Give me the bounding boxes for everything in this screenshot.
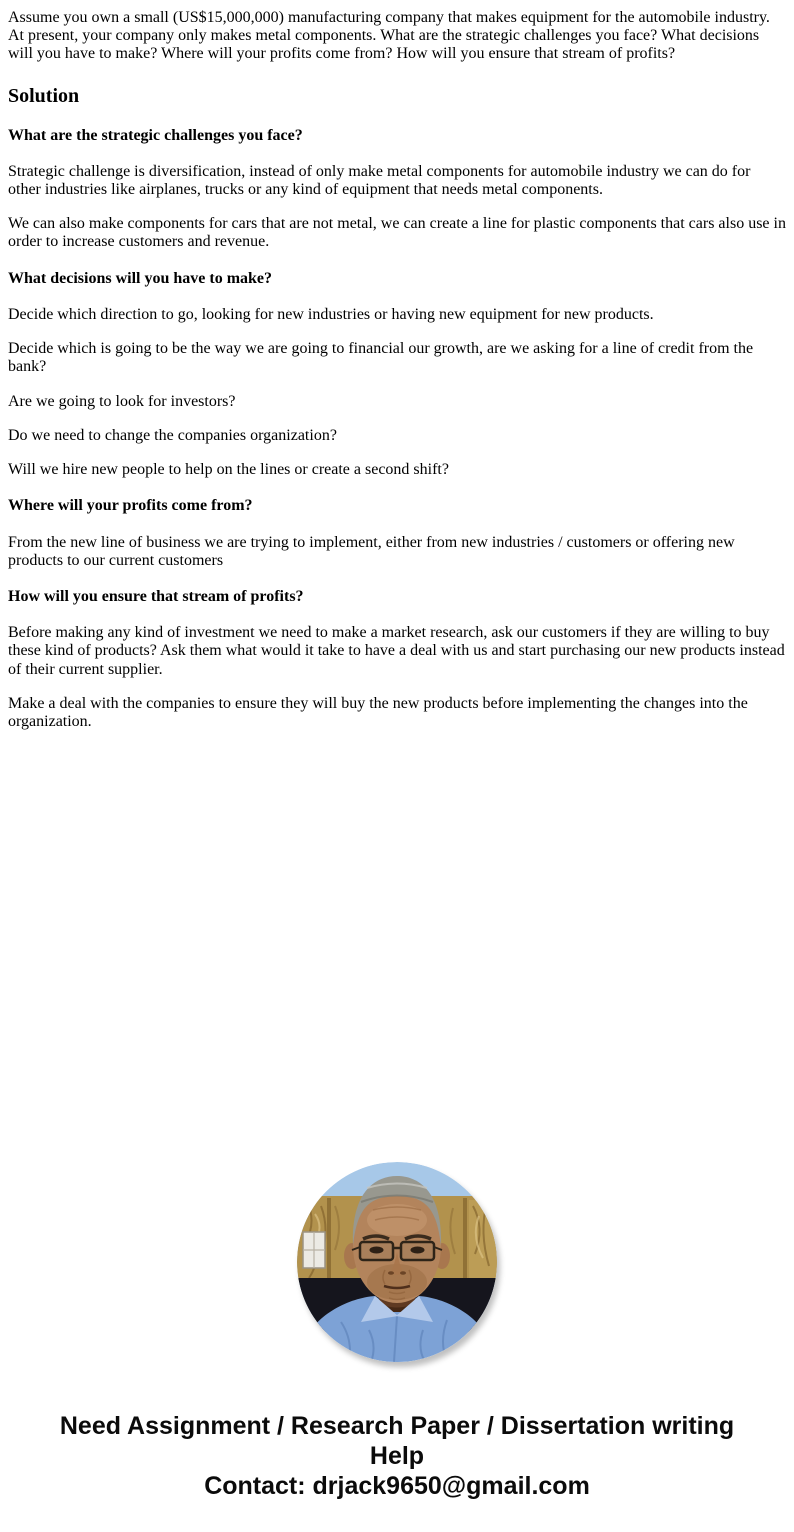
footer-banner: [0, 1411, 794, 1501]
footer-help-text: Need Assignment / Research Paper / Dissertation writing Help: [59, 1412, 735, 1470]
presenter-avatar: [297, 1162, 497, 1362]
paragraph: Are we going to look for investors?: [8, 392, 236, 410]
question-paragraph: Assume you own a small (US$15,000,000) manufacturing company that makes equipment for the automobile industry. At present, your company only makes metal components. What are the strategic challenges you face? What decisions will you have to make? Where will your profits come from? How will you ensure that stream of profits?: [8, 9, 770, 63]
paragraph: Make a deal with the companies to ensure they will buy the new products before implementing the changes into the organization.: [8, 694, 748, 731]
paragraph: Decide which is going to be the way we are going to financial our growth, are we asking for a line of credit from the bank?: [8, 340, 754, 376]
section-heading-profit-stream: How will you ensure that stream of profits?: [8, 588, 304, 606]
document-body: [0, 9, 794, 731]
paragraph: Strategic challenge is diversification, instead of only make metal components for automobile industry we can do for other industries like airplanes, trucks or any kind of equipment that needs metal components.: [8, 162, 751, 198]
solution-heading: Solution: [8, 84, 80, 107]
section-heading-profits-source: Where will your profits come from?: [8, 497, 253, 515]
section-heading-decisions: What decisions will you have to make?: [8, 269, 273, 287]
avatar-eye-right: [411, 1247, 425, 1254]
paragraph: From the new line of business we are trying to implement, either from new industries / customers or offering new products to our current customers: [8, 533, 735, 569]
avatar-eye-left: [370, 1247, 384, 1254]
paragraph: We can also make components for cars that are not metal, we can create a line for plastic components that cars also use in order to increase customers and revenue.: [8, 215, 786, 251]
presenter-portrait-image: [297, 1162, 497, 1362]
paragraph: Will we hire new people to help on the lines or create a second shift?: [8, 461, 449, 479]
footer-contact-email: Contact: drjack9650@gmail.com: [204, 1472, 590, 1500]
paragraph: Decide which direction to go, looking for new industries or having new equipment for new products.: [8, 305, 654, 323]
paragraph: Before making any kind of investment we need to make a market research, ask our customers if they are willing to buy these kind of products? Ask them what would it take to have a deal with us and start purchasing our new products instead of their current supplier.: [8, 624, 785, 678]
section-heading-strategic-challenges: What are the strategic challenges you face?: [8, 126, 303, 144]
paragraph: Do we need to change the companies organization?: [8, 426, 337, 444]
